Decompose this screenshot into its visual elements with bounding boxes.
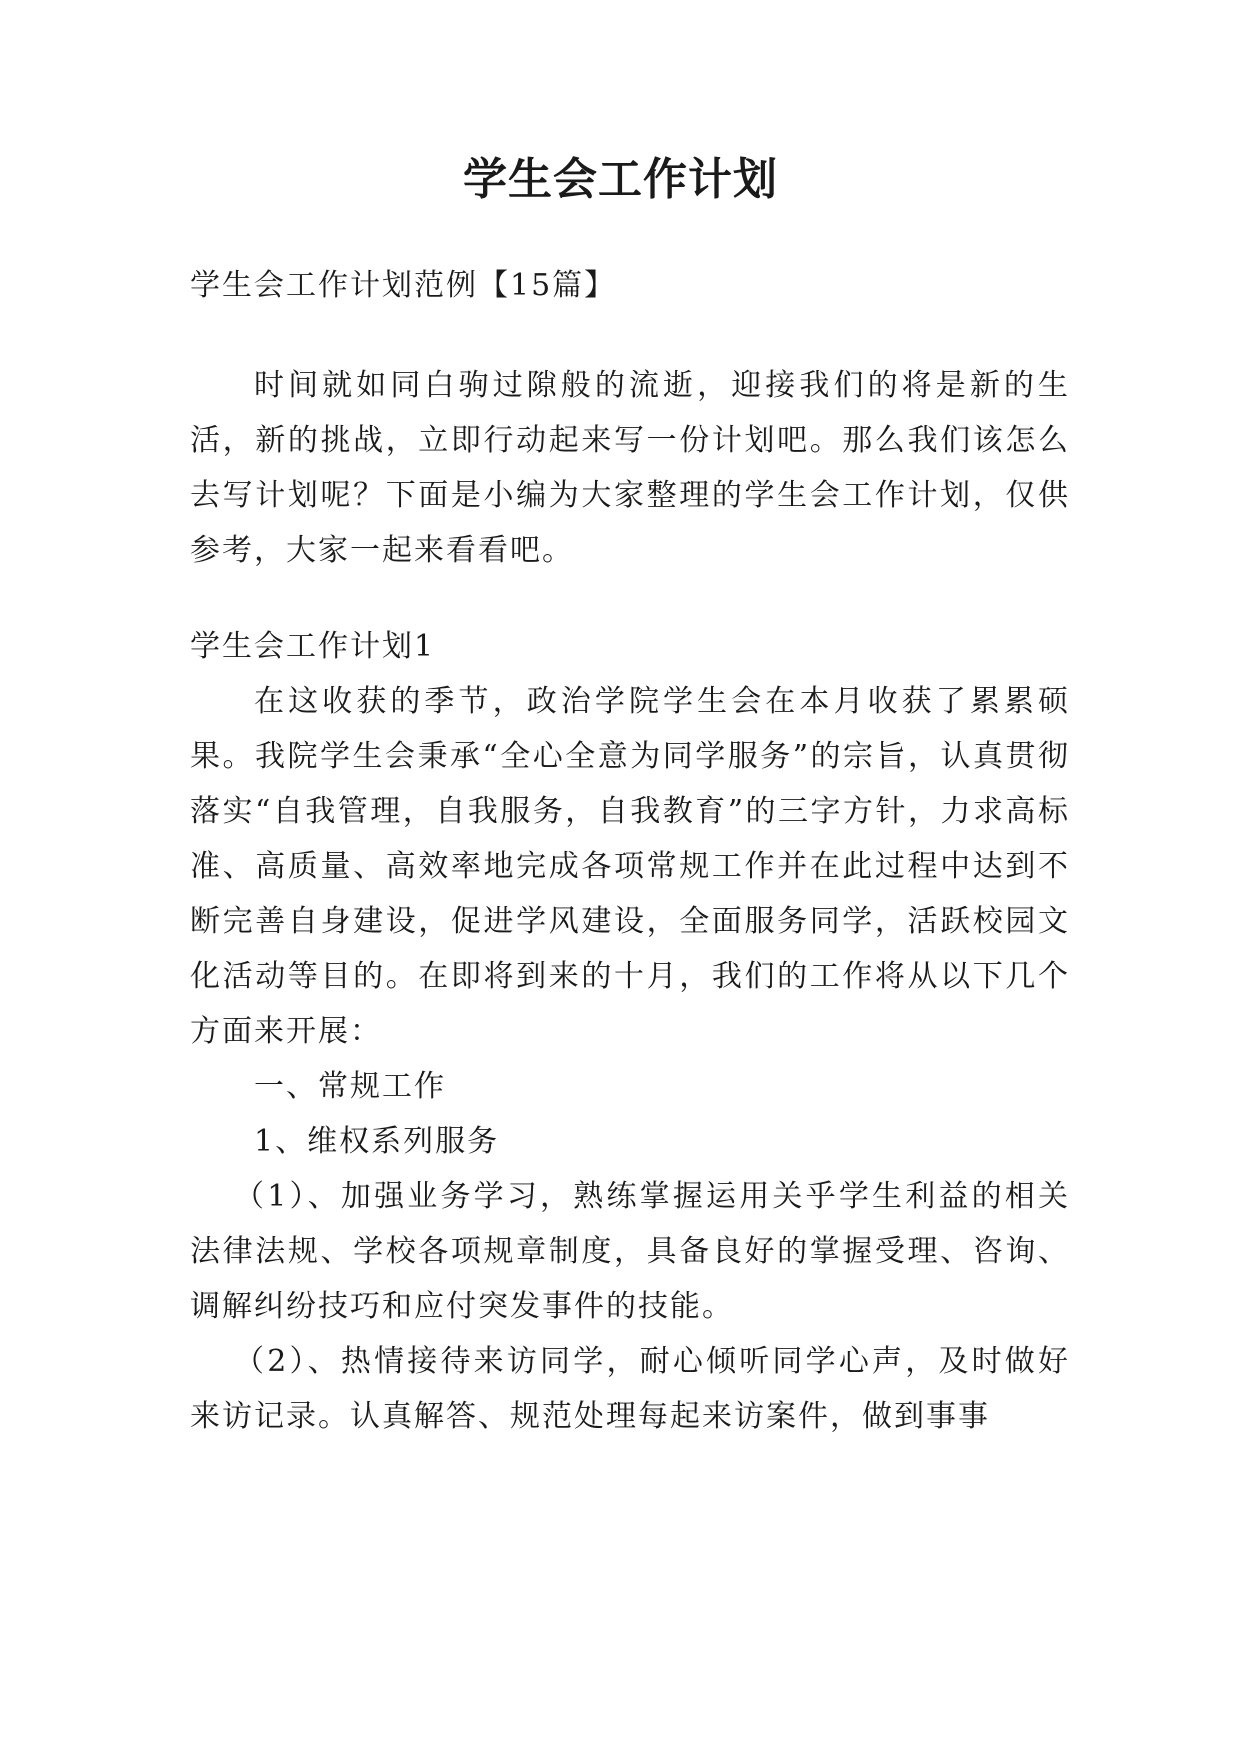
body-paragraph: 在这收获的季节，政治学院学生会在本月收获了累累硕果。我院学生会秉承“全心全意为同学服务”的宗旨，认真贯彻落实“自我管理，自我服务，自我教育”的三字方针，力求高标准、高质量、高效率地完成各项常规工作并在此过程中达到不断完善自身建设，促进学风建设，全面服务同学，活跃校园文化活动等目的。在即将到来的十月，我们的工作将从以下几个方面来开展： [190,684,1070,1049]
item-subheading: 1、维权系列服务 [254,1124,500,1159]
document-title: 学生会工作计划 [463,154,778,205]
intro-paragraph: 时间就如同白驹过隙般的流逝，迎接我们的将是新的生活，新的挑战，立即行动起来写一份计划吧。那么我们该怎么去写计划呢？下面是小编为大家整理的学生会工作计划，仅供参考，大家一起来看看吧。 [190,368,1070,568]
section-heading: 学生会工作计划1 [190,629,436,664]
list-item: （1）、加强业务学习，熟练掌握运用关乎学生利益的相关法律法规、学校各项规章制度，具备良好的掌握受理、咨询、调解纠纷技巧和应付突发事件的技能。 [190,1179,1070,1324]
document-subtitle: 学生会工作计划范例【15篇】 [190,268,617,303]
list-item: （2）、热情接待来访同学，耐心倾听同学心声，及时做好来访记录。认真解答、规范处理每起来访案件，做到事事 [190,1344,1070,1434]
item-heading: 一、常规工作 [254,1069,446,1104]
